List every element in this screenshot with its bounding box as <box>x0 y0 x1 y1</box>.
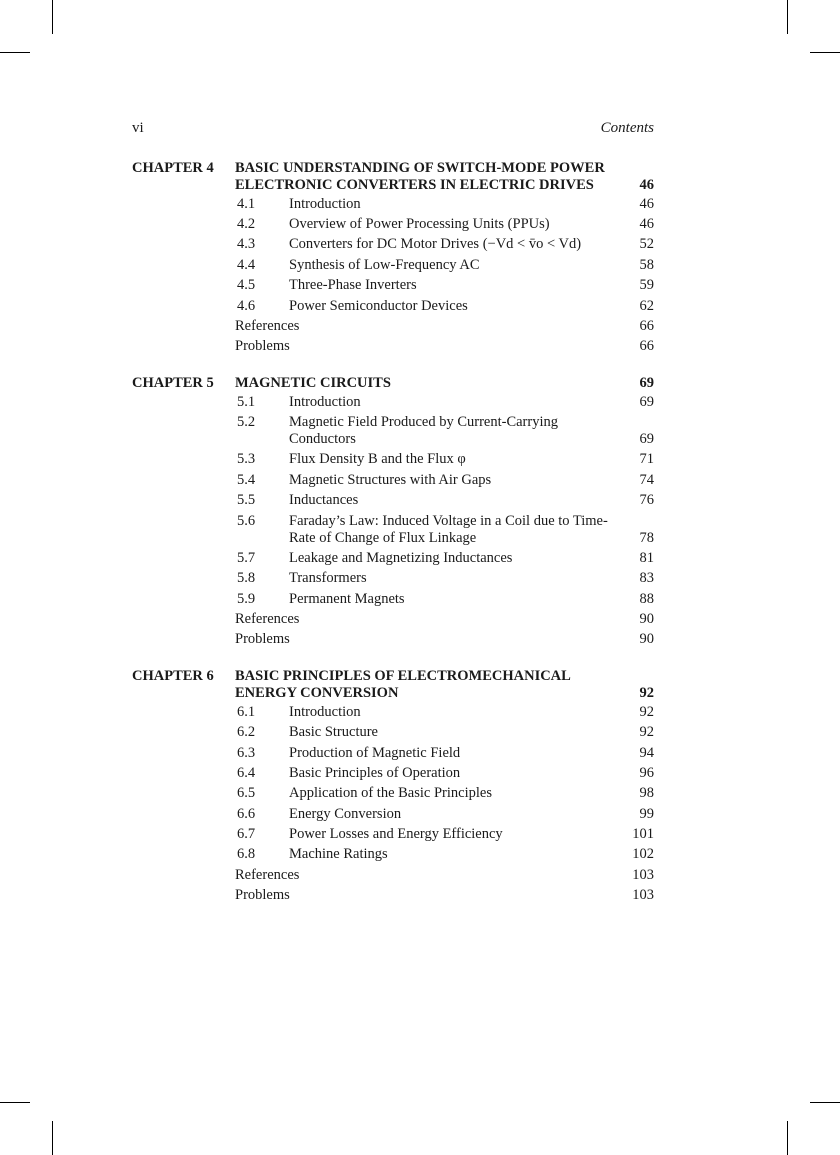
section-page-number: 52 <box>639 236 654 253</box>
section-title: Transformers <box>289 570 367 587</box>
chapter-heading <box>132 375 654 392</box>
toc-entry <box>235 589 654 609</box>
section-page-number: 96 <box>639 764 654 781</box>
section-title: Magnetic Structures with Air Gaps <box>289 471 492 488</box>
section-title: Basic Principles of Operation <box>289 764 461 781</box>
section-title: Converters for DC Motor Drives (−Vd < v̄o < Vd) <box>289 236 582 253</box>
section-page-number: 78 <box>639 529 654 546</box>
section-title: Power Losses and Energy Efficiency <box>289 826 503 843</box>
section-number: 6.5 <box>237 785 256 802</box>
table-of-contents <box>132 160 654 924</box>
section-number: 6.8 <box>237 846 256 863</box>
section-page-number: 92 <box>639 724 654 741</box>
section-number: 4.4 <box>237 256 256 273</box>
section-page-number: 101 <box>632 826 654 843</box>
section-number: 5.9 <box>237 590 256 607</box>
section-title: Permanent Magnets <box>289 590 405 607</box>
section-number: 6.7 <box>237 826 256 843</box>
section-number: 4.6 <box>237 297 256 314</box>
chapter-title: MAGNETIC CIRCUITS <box>235 375 391 391</box>
section-title: Problems <box>235 887 290 904</box>
toc-entry <box>235 630 654 650</box>
chapter-block <box>132 160 654 357</box>
section-title: Overview of Power Processing Units (PPUs) <box>289 216 550 233</box>
section-page-number: 90 <box>639 631 654 648</box>
toc-entry <box>235 804 654 824</box>
section-number: 6.4 <box>237 764 256 781</box>
section-page-number: 83 <box>639 570 654 587</box>
section-page-number: 46 <box>639 216 654 233</box>
toc-entry <box>235 548 654 568</box>
crop-mark <box>0 52 30 53</box>
section-title: Application of the Basic Principles <box>289 785 492 802</box>
chapter-heading <box>132 160 654 194</box>
section-page-number: 98 <box>639 785 654 802</box>
crop-mark <box>787 1121 788 1155</box>
toc-entry <box>235 702 654 722</box>
section-title: Introduction <box>289 393 361 410</box>
chapter-label: CHAPTER 5 <box>132 375 214 391</box>
toc-entry <box>235 194 654 214</box>
section-title: Flux Density B and the Flux φ <box>289 451 466 468</box>
section-page-number: 69 <box>639 393 654 410</box>
toc-entry <box>235 763 654 783</box>
section-page-number: 88 <box>639 590 654 607</box>
crop-mark <box>787 0 788 34</box>
section-page-number: 66 <box>639 338 654 355</box>
section-page-number: 74 <box>639 471 654 488</box>
toc-entry <box>235 392 654 412</box>
section-title: Machine Ratings <box>289 846 388 863</box>
section-number: 4.3 <box>237 236 256 253</box>
section-number: 6.6 <box>237 805 256 822</box>
toc-entry <box>235 845 654 865</box>
toc-entry <box>235 316 654 336</box>
section-number: 6.1 <box>237 703 256 720</box>
toc-entry <box>235 412 654 449</box>
section-number: 4.5 <box>237 277 256 294</box>
section-title: References <box>235 611 300 628</box>
toc-entry <box>235 337 654 357</box>
toc-entry <box>235 824 654 844</box>
chapter-title: BASIC UNDERSTANDING OF SWITCH-MODE POWER ELECTRONIC CONVERTERS IN ELECTRIC DRIVES <box>235 160 605 193</box>
section-page-number: 58 <box>639 256 654 273</box>
crop-mark <box>52 1121 53 1155</box>
section-title: Introduction <box>289 703 361 720</box>
chapter-title: BASIC PRINCIPLES OF ELECTROMECHANICAL ENERGY CONVERSION <box>235 668 571 702</box>
crop-mark <box>810 52 840 53</box>
section-page-number: 94 <box>639 744 654 761</box>
toc-entry <box>235 470 654 490</box>
section-page-number: 66 <box>639 317 654 334</box>
section-title: Problems <box>235 631 290 648</box>
crop-mark <box>52 0 53 34</box>
toc-entry <box>235 255 654 275</box>
section-number: 5.1 <box>237 393 256 410</box>
section-number: 5.6 <box>237 512 256 529</box>
section-page-number: 62 <box>639 297 654 314</box>
section-page-number: 92 <box>639 703 654 720</box>
chapter-label: CHAPTER 4 <box>132 160 214 176</box>
chapter-page-number: 92 <box>639 685 654 702</box>
section-page-number: 46 <box>639 195 654 212</box>
section-title: Problems <box>235 338 290 355</box>
toc-entry <box>235 743 654 763</box>
section-number: 5.5 <box>237 492 256 509</box>
section-title: Introduction <box>289 195 361 212</box>
section-title: Basic Structure <box>289 724 378 741</box>
section-title: Power Semiconductor Devices <box>289 297 468 314</box>
chapter-block <box>132 668 654 906</box>
section-page-number: 76 <box>639 492 654 509</box>
section-number: 4.1 <box>237 195 256 212</box>
section-page-number: 103 <box>632 866 654 883</box>
section-page-number: 103 <box>632 887 654 904</box>
section-number: 6.3 <box>237 744 256 761</box>
section-title: Synthesis of Low-Frequency AC <box>289 256 480 273</box>
section-title: Energy Conversion <box>289 805 402 822</box>
toc-entry <box>235 214 654 234</box>
section-page-number: 81 <box>639 549 654 566</box>
crop-mark <box>810 1102 840 1103</box>
chapter-block <box>132 375 654 650</box>
section-title: Three-Phase Inverters <box>289 277 417 294</box>
toc-entry <box>235 296 654 316</box>
section-page-number: 90 <box>639 611 654 628</box>
section-title: Production of Magnetic Field <box>289 744 461 761</box>
section-number: 5.4 <box>237 471 256 488</box>
toc-entry <box>235 886 654 906</box>
section-number: 4.2 <box>237 216 256 233</box>
chapter-heading <box>132 668 654 702</box>
chapter-label: CHAPTER 6 <box>132 668 214 685</box>
section-title: Magnetic Field Produced by Current-Carrying Conductors <box>289 414 558 448</box>
toc-entry <box>235 865 654 885</box>
toc-entry <box>235 569 654 589</box>
section-page-number: 99 <box>639 805 654 822</box>
toc-entry <box>235 276 654 296</box>
toc-entry <box>235 450 654 470</box>
section-number: 5.7 <box>237 549 256 566</box>
toc-entry <box>235 784 654 804</box>
chapter-page-number: 69 <box>639 375 654 391</box>
section-title: References <box>235 866 300 883</box>
toc-entry <box>235 511 654 548</box>
crop-mark <box>0 1102 30 1103</box>
section-page-number: 69 <box>639 431 654 448</box>
section-page-number: 102 <box>632 846 654 863</box>
toc-entry <box>235 491 654 511</box>
section-page-number: 59 <box>639 277 654 294</box>
section-title: References <box>235 317 300 334</box>
section-number: 5.2 <box>237 414 256 431</box>
running-head-title: Contents <box>600 120 654 136</box>
section-number: 5.3 <box>237 451 256 468</box>
page-number: vi <box>132 120 144 136</box>
toc-entry <box>235 235 654 255</box>
section-title: Inductances <box>289 492 359 509</box>
toc-entry <box>235 723 654 743</box>
section-number: 6.2 <box>237 724 256 741</box>
chapter-page-number: 46 <box>639 177 654 193</box>
section-title: Leakage and Magnetizing Inductances <box>289 549 513 566</box>
section-title: Faraday’s Law: Induced Voltage in a Coil due to Time-Rate of Change of Flux Linkage <box>289 512 608 546</box>
section-page-number: 71 <box>639 451 654 468</box>
toc-entry <box>235 609 654 629</box>
section-number: 5.8 <box>237 570 256 587</box>
